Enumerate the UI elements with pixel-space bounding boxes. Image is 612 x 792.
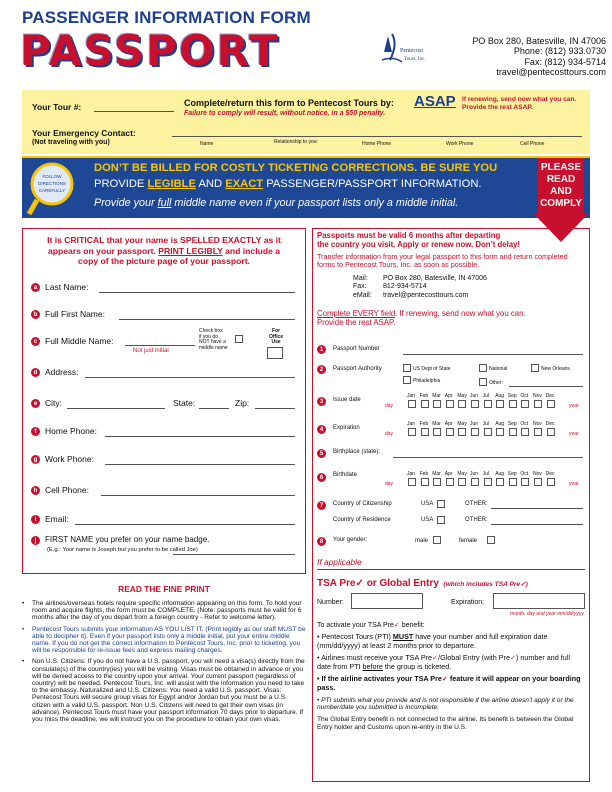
- month-label-apr: Apr: [444, 393, 453, 399]
- bullet-2: 2: [317, 365, 326, 374]
- svg-text:FOLLOW: FOLLOW: [42, 174, 62, 179]
- auth-philly-label: Philadelphia: [413, 378, 441, 384]
- authority-label: Passport Authority: [333, 366, 382, 372]
- bullet-8: 8: [317, 537, 326, 546]
- gender-female-label: female: [459, 538, 478, 544]
- bullet-g: g: [31, 455, 40, 464]
- not-traveling-label: (Not traveling with you): [32, 139, 110, 146]
- fine-print-3: • Non U.S. Citizens: If you do not have a U.S. passport, you will need a visa(s) directly from the consulate(s) of the country(ies) you will be visiting. Visas must be obtained in advance or you will be denied access to the country upon your arrival. Your current passport (regardless of country) will be needed. Pentecost Tours, Inc. will assist with the information you need to take to the embassy. Naturalized and U.S. Citizens: You need a valid U.S. passport. Visas: Pentecost Tours will secure group visas for Egypt and/or Jordan but you must be a U.S. citizen with a valid U.S. passport. Non U.S. Citizens will need to get their own visas (in advance). Pentecost Tours must have your passport information 70 days prior to departure. If you miss the deadline, we will instruct you on the procedure to obtain your own visas.: [22, 658, 306, 723]
- gender-female-checkbox[interactable]: [487, 536, 495, 544]
- passport-panel: [312, 228, 590, 782]
- month-checkbox-mar[interactable]: [433, 428, 441, 436]
- auth-other-checkbox[interactable]: [479, 378, 487, 386]
- bullet-7: 7: [317, 501, 326, 510]
- transfer-note: Transfer information from your legal passport to this form and return completed forms to Pentecost Tours, Inc. as soon as possible.: [317, 252, 568, 270]
- badge-name-label: FIRST NAME you prefer on your name badge.: [45, 535, 210, 544]
- tsa-expiration-label: Expiration:: [451, 599, 485, 606]
- badge-name-field[interactable]: [173, 554, 295, 555]
- tour-label: Your Tour #:: [32, 102, 82, 112]
- month-checkbox-nov[interactable]: [534, 478, 542, 486]
- fine-print-1: • The airlines/overseas hotels require specific information appearing on this form. To hold your room and acquire flights, the form must be COMPLETE. (Note: passports must be valid for 6 months after the day of you depart from a foreign country - Refer to welcome letter).: [22, 600, 306, 622]
- residence-usa-label: USA: [421, 517, 434, 523]
- year-label: year: [569, 481, 579, 487]
- year-label: year: [569, 403, 579, 409]
- month-label-jun: Jun: [470, 471, 479, 477]
- banner-line1: DON’T BE BILLED FOR COSTLY TICKETING CORRECTIONS. BE SURE YOU: [94, 162, 498, 174]
- bullet-a: a: [31, 283, 40, 292]
- month-label-feb: Feb: [419, 421, 429, 427]
- tour-number-input[interactable]: [94, 111, 174, 112]
- col-work-phone: Work Phone: [446, 141, 474, 147]
- day-label: day: [385, 403, 394, 409]
- cell-phone-field[interactable]: [101, 495, 295, 496]
- month-label-apr: Apr: [444, 421, 453, 427]
- no-middle-checkbox[interactable]: [235, 335, 243, 343]
- month-checkbox-jan[interactable]: [408, 428, 416, 436]
- col-relationship: Relationship to you:: [274, 139, 318, 145]
- month-label-oct: Oct: [520, 471, 529, 477]
- home-phone-field[interactable]: [105, 436, 295, 437]
- bullet-f: f: [31, 427, 40, 436]
- month-label-nov: Nov: [533, 421, 542, 427]
- month-checkbox-aug[interactable]: [496, 428, 504, 436]
- month-checkbox-may[interactable]: [458, 400, 466, 408]
- first-name-label: Full First Name:: [45, 309, 105, 319]
- passport-number-field[interactable]: [403, 354, 583, 355]
- month-checkbox-mar[interactable]: [433, 478, 441, 486]
- svg-text:DIRECTIONS: DIRECTIONS: [38, 181, 66, 186]
- citizenship-label: Country of Citizenship: [333, 501, 392, 507]
- month-checkbox-jul[interactable]: [484, 428, 492, 436]
- month-checkbox-sep[interactable]: [509, 478, 517, 486]
- gender-male-label: male: [415, 538, 429, 544]
- fine-print-2: • Pentecost Tours submits your information AS YOU LIST IT. (Print legibly as our staff MUST be able to decipher it). Even if your passport lists only a middle initial, put your entire middle name. If you do not get the correct information to Pentecost Tours, Inc. prior to ticketing, you will be responsible for re-issue fees and express mailing charges.: [22, 626, 306, 655]
- bullet-j: j: [31, 536, 40, 545]
- month-label-nov: Nov: [533, 471, 542, 477]
- month-label-mar: Mar: [432, 471, 441, 477]
- expiration-months[interactable]: [385, 421, 583, 443]
- bullet-1: 1: [317, 345, 326, 354]
- month-checkbox-feb[interactable]: [421, 400, 429, 408]
- work-phone-label: Work Phone:: [45, 454, 94, 464]
- city-field[interactable]: [67, 408, 165, 409]
- month-label-dec: Dec: [545, 393, 555, 399]
- emergency-line[interactable]: [172, 136, 582, 137]
- month-checkbox-dec[interactable]: [547, 400, 555, 408]
- residence-label: Country of Residence: [333, 517, 391, 523]
- day-label: day: [385, 431, 394, 437]
- month-label-feb: Feb: [419, 471, 429, 477]
- renew-note: If renewing, send now what you can. Provide the rest ASAP.: [462, 96, 577, 111]
- month-checkbox-jun[interactable]: [471, 428, 479, 436]
- bullet-4: 4: [317, 425, 326, 434]
- month-checkbox-mar[interactable]: [433, 400, 441, 408]
- birthdate-label: Birthdate: [333, 472, 358, 478]
- tsa-divider: [317, 569, 585, 570]
- asap-label: ASAP: [414, 93, 456, 110]
- month-label-nov: Nov: [533, 393, 542, 399]
- month-label-oct: Oct: [520, 393, 529, 399]
- name-panel: [22, 228, 306, 574]
- bullet-c: c: [31, 337, 40, 346]
- bullet-3: 3: [317, 397, 326, 406]
- auth-national-checkbox[interactable]: [479, 364, 487, 372]
- col-name: Name: [200, 141, 214, 147]
- zip-field[interactable]: [255, 408, 295, 409]
- last-name-field[interactable]: [99, 292, 295, 293]
- tsa-bullet-1: • Pentecost Tours (PTI) MUST have your number and full expiration date (mm/dd/yyyy) at least 2 months prior to departure.: [317, 632, 548, 650]
- month-checkbox-sep[interactable]: [509, 428, 517, 436]
- month-checkbox-sep[interactable]: [509, 400, 517, 408]
- month-label-aug: Aug: [495, 471, 505, 477]
- emergency-label: Your Emergency Contact:: [32, 128, 136, 138]
- not-initial-note: Not just initial: [133, 348, 169, 354]
- passport-number-label: Passport Number: [333, 346, 380, 352]
- tsa-list: [317, 633, 585, 732]
- residence-usa-checkbox[interactable]: [437, 516, 445, 524]
- critical-note: It is CRITICAL that your name is SPELLED EXACTLY as it appears on your passport. PRINT LEGIBLY and include a copy of the picture page of your passport.: [47, 235, 281, 266]
- birthplace-label: Birthplace (state):: [333, 449, 381, 455]
- month-checkbox-aug[interactable]: [496, 400, 504, 408]
- month-label-jul: Jul: [482, 393, 489, 399]
- residence-other-field[interactable]: [491, 524, 583, 525]
- year-label: year: [569, 431, 579, 437]
- citizenship-usa-checkbox[interactable]: [437, 500, 445, 508]
- month-checkbox-jul[interactable]: [484, 478, 492, 486]
- tsa-expiration-hint: month, day and year mm/dd/yyyy: [510, 611, 584, 617]
- residence-other-label: OTHER:: [465, 517, 488, 523]
- month-label-aug: Aug: [495, 393, 505, 399]
- middle-name-label: Full Middle Name:: [45, 336, 114, 346]
- tsa-bullet-4: • PTI submits what you provide and is not responsible if the airline doesn’t apply it or the number/date you submitted is incomplete.: [317, 696, 574, 712]
- month-checkbox-feb[interactable]: [421, 428, 429, 436]
- month-checkbox-oct[interactable]: [521, 428, 529, 436]
- state-label: State:: [173, 398, 196, 408]
- fine-print: [22, 584, 306, 727]
- bullet-e: e: [31, 399, 40, 408]
- month-label-jul: Jul: [482, 421, 489, 427]
- month-checkbox-jan[interactable]: [408, 400, 416, 408]
- fine-print-heading: READ THE FINE PRINT: [118, 584, 210, 594]
- office-use-box: [267, 347, 283, 359]
- comply-text: PLEASE READ AND COMPLY: [540, 162, 582, 209]
- logo-sub: Tours, Inc.: [404, 57, 426, 62]
- auth-philly-checkbox[interactable]: [403, 376, 411, 384]
- month-checkbox-jan[interactable]: [408, 478, 416, 486]
- issue-date-label: Issue date: [333, 397, 361, 403]
- month-label-aug: Aug: [495, 421, 505, 427]
- first-name-field[interactable]: [119, 319, 295, 320]
- mail-block: Mail: PO Box 280, Batesville, IN 47006 Fax: 812-934-5714 eMail: travel@pentecosttours.com: [353, 275, 487, 299]
- month-label-mar: Mar: [432, 393, 441, 399]
- last-name-label: Last Name:: [45, 282, 89, 292]
- citizenship-usa-label: USA: [421, 501, 434, 507]
- cell-phone-label: Cell Phone:: [45, 485, 89, 495]
- gender-label: Your gender:: [333, 537, 368, 543]
- badge-name-example: (E.g.: Your name is Joseph but you prefer to be called Joe): [47, 547, 198, 553]
- auth-state-label: US Dept of State: [413, 366, 451, 372]
- month-checkbox-nov[interactable]: [534, 400, 542, 408]
- col-home-phone: Home Phone: [362, 141, 392, 147]
- month-checkbox-dec[interactable]: [547, 428, 555, 436]
- month-label-mar: Mar: [432, 421, 441, 427]
- col-cell-phone: Cell Phone: [520, 141, 545, 147]
- month-label-jun: Jun: [470, 421, 479, 427]
- month-label-jul: Jul: [482, 471, 489, 477]
- auth-other-label: Other:: [489, 380, 503, 386]
- tsa-number-field[interactable]: [351, 593, 423, 609]
- gender-male-checkbox[interactable]: [433, 536, 441, 544]
- office-use-label: For Office Use: [269, 328, 284, 346]
- month-checkbox-dec[interactable]: [547, 478, 555, 486]
- logo-name: Pentecost: [400, 48, 423, 54]
- tsa-bullet-5: The Global Entry benefit is not connected to the airline. Its benefit is between the Global Entry holder and Customs upon re-entry in the U.S.: [317, 716, 574, 731]
- month-label-dec: Dec: [545, 421, 555, 427]
- valid-note: Passports must be valid 6 months after departing the country you visit. Apply or renew now. Don’t delay!: [317, 231, 521, 249]
- warning-banner: [22, 156, 590, 218]
- expiration-label: Expiration: [333, 425, 360, 431]
- contact-email[interactable]: travel@pentecosttours.com: [496, 67, 606, 78]
- work-phone-field[interactable]: [105, 464, 295, 465]
- activate-label: To activate your TSA Pre✓ benefit:: [317, 622, 425, 629]
- auth-neworleans-label: New Orleans: [541, 366, 570, 372]
- tsa-expiration-field[interactable]: [493, 593, 585, 609]
- month-label-sep: Sep: [507, 471, 517, 477]
- bullet-d: d: [31, 368, 40, 377]
- complete-by-label: Complete/return this form to Pentecost Tours by:: [184, 98, 394, 108]
- complete-every-note: Complete EVERY field. If renewing, send now what you can. Provide the rest ASAP.: [317, 309, 526, 327]
- month-checkbox-jun[interactable]: [471, 400, 479, 408]
- citizenship-other-label: OTHER:: [465, 501, 488, 507]
- birthdate-months[interactable]: [385, 471, 583, 493]
- bullet-b: b: [31, 310, 40, 319]
- month-label-jan: Jan: [407, 421, 416, 427]
- banner-line3: Provide your full middle name even if your passport lists only a middle initial.: [94, 197, 459, 209]
- month-label-may: May: [457, 421, 467, 427]
- month-label-jun: Jun: [470, 393, 479, 399]
- contact-block: [438, 36, 606, 78]
- bullet-h: h: [31, 486, 40, 495]
- month-checkbox-aug[interactable]: [496, 478, 504, 486]
- tsa-number-label: Number:: [317, 599, 344, 606]
- passport-title: PASSPORT: [20, 26, 280, 75]
- email-label: Email:: [45, 514, 69, 524]
- month-label-jan: Jan: [407, 393, 416, 399]
- month-label-feb: Feb: [419, 393, 429, 399]
- month-label-dec: Dec: [545, 471, 555, 477]
- state-field[interactable]: [199, 408, 229, 409]
- bullet-6: 6: [317, 473, 326, 482]
- month-label-sep: Sep: [507, 421, 517, 427]
- month-checkbox-may[interactable]: [458, 478, 466, 486]
- city-label: City:: [45, 398, 62, 408]
- tsa-bullet-3: • If the airline activates your TSA Pre✓ feature it will appear on your boarding pass.: [317, 674, 581, 692]
- if-applicable-label: If applicable: [317, 557, 362, 567]
- contact-phone: Phone: (812) 933.0730: [513, 46, 606, 57]
- zip-label: Zip:: [235, 398, 250, 408]
- bullet-i: i: [31, 515, 40, 524]
- tsa-bullet-2: • Airlines must receive your TSA Pre✓/Global Entry (with Pre✓) number and full date from PTI before the group is ticketed.: [317, 653, 570, 671]
- email-field[interactable]: [75, 524, 295, 525]
- month-checkbox-feb[interactable]: [421, 478, 429, 486]
- tour-band: [22, 90, 590, 154]
- address-field[interactable]: [85, 377, 295, 378]
- middle-name-field[interactable]: [125, 345, 195, 346]
- magnifier-icon: [26, 160, 86, 220]
- auth-state-checkbox[interactable]: [403, 364, 411, 372]
- issue-date-months[interactable]: [385, 393, 583, 415]
- address-label: Address:: [45, 367, 79, 377]
- month-checkbox-oct[interactable]: [521, 478, 529, 486]
- month-label-apr: Apr: [444, 471, 453, 477]
- failure-note: Failure to comply will result, without notice, in a $50 penalty.: [184, 110, 386, 117]
- no-middle-note: Check box if you do NOT have a middle name: [199, 328, 228, 351]
- month-checkbox-apr[interactable]: [446, 428, 454, 436]
- birthplace-field[interactable]: [393, 457, 583, 458]
- month-checkbox-apr[interactable]: [446, 400, 454, 408]
- month-checkbox-nov[interactable]: [534, 428, 542, 436]
- pentecost-logo: [378, 30, 440, 72]
- month-checkbox-apr[interactable]: [446, 478, 454, 486]
- bullet-5: 5: [317, 449, 326, 458]
- home-phone-label: Home Phone:: [45, 426, 97, 436]
- auth-neworleans-checkbox[interactable]: [531, 364, 539, 372]
- banner-line2: PROVIDE LEGIBLE AND EXACT PASSENGER/PASSPORT INFORMATION.: [94, 178, 482, 190]
- month-label-jan: Jan: [407, 471, 416, 477]
- contact-address: PO Box 280, Batesville, IN 47006: [472, 36, 606, 46]
- month-checkbox-jun[interactable]: [471, 478, 479, 486]
- day-label: day: [385, 481, 394, 487]
- month-label-oct: Oct: [520, 421, 529, 427]
- auth-national-label: National: [489, 366, 508, 372]
- svg-text:CAREFULLY: CAREFULLY: [38, 188, 66, 193]
- tsa-title: TSA Pre✓ or Global Entry (which includes TSA Pre✓): [317, 578, 528, 589]
- month-checkbox-jul[interactable]: [484, 400, 492, 408]
- month-checkbox-may[interactable]: [458, 428, 466, 436]
- month-checkbox-oct[interactable]: [521, 400, 529, 408]
- month-label-may: May: [457, 471, 467, 477]
- month-label-sep: Sep: [507, 393, 517, 399]
- citizenship-other-field[interactable]: [491, 508, 583, 509]
- contact-fax: Fax: (812) 934-5714: [524, 56, 606, 67]
- month-label-may: May: [457, 393, 467, 399]
- form-title: PASSENGER INFORMATION FORM: [22, 8, 311, 27]
- auth-other-field[interactable]: [509, 386, 583, 387]
